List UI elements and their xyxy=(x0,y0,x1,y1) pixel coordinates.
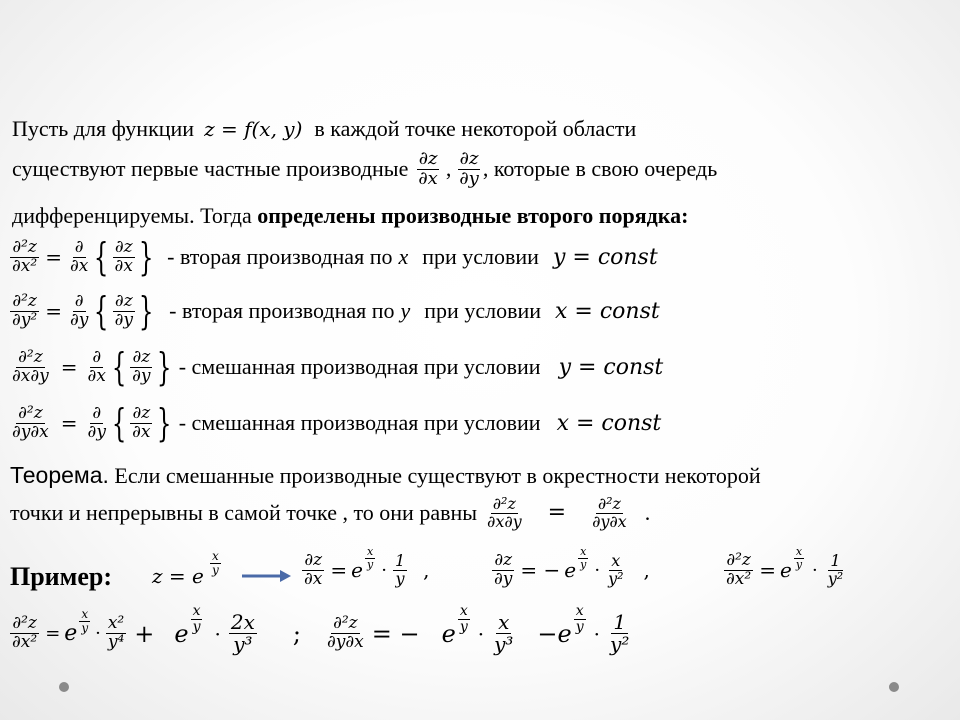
arrow-right-icon xyxy=(240,568,292,584)
exponent-x-over-y: x y xyxy=(212,549,219,577)
d2z-dydx: $\frac{\text{∂²z}}{\partial y\partial x}$ xyxy=(12,402,49,442)
derivative-row-xy: $\frac{\text{∂²z}}{\partial x\partial y}$ = ∂ ∂x { ∂z ∂y } - смешанная производная при условии y = const xyxy=(12,345,664,389)
intro-text: , которые в свою очередь xyxy=(482,156,718,182)
example-second-derivatives: $\frac{\text{∂²z}}{\text{∂x²}}$ = e x y · x² y⁴ + e x y · 2x y³ ; $\frac{\text{∂²z}}{\partial y\partial x}$ = − e x y · x y³ − e x y · 1 y² xyxy=(12,603,630,656)
slide-corner-dot xyxy=(889,682,899,692)
condition: x = const xyxy=(556,410,662,436)
slide-corner-dot xyxy=(59,682,69,692)
example-function: z = e xyxy=(152,564,204,588)
mixed-yx: $\frac{\text{∂²z}}{\partial y\partial x}$ xyxy=(592,494,627,531)
function-formula: z = f(x, y) xyxy=(204,117,303,141)
d2z-dx2: $\frac{\text{∂²z}}{\text{∂x²}}$ xyxy=(12,236,38,276)
d2z-dxdy: $\frac{\text{∂²z}}{\partial x\partial y}$ xyxy=(12,346,49,386)
example-d2z-dx2-short: $\frac{\text{∂²z}}{\text{∂x²}}$ = e x y · 1 y² xyxy=(726,545,844,589)
intro-line-2: существуют первые частные производные ∂z ∂x , ∂z ∂y , которые в свою очередь xyxy=(12,148,718,189)
derivative-row-yx: $\frac{\text{∂²z}}{\partial y\partial x}$ = ∂ ∂y { ∂z ∂x } - смешанная производная при условии x = const xyxy=(12,401,662,445)
partial-dz-dy: ∂z ∂y xyxy=(459,148,479,189)
example-label: Пример: xyxy=(10,562,113,591)
intro-text: дифференцируемы. Тогда xyxy=(12,203,252,228)
intro-bold-text: определены производные второго порядка: xyxy=(257,203,689,228)
derivative-row-yy: $\frac{\text{∂²z}}{\text{∂y²}}$ = ∂ ∂y { ∂z ∂y } - вторая производная по y при условии x = const xyxy=(12,289,660,333)
d2z-dy2: $\frac{\text{∂²z}}{\text{∂y²}}$ xyxy=(12,290,38,330)
theorem-label: Теорема. xyxy=(10,462,109,488)
intro-text: существуют первые частные производные xyxy=(12,156,409,182)
intro-text: в каждой точке некоторой области xyxy=(314,116,637,141)
derivative-row-xx: $\frac{\text{∂²z}}{\text{∂x²}}$ = ∂ ∂x { ∂z ∂x } - вторая производная по x при условии y = const xyxy=(12,235,658,279)
condition: y = const xyxy=(558,354,664,380)
mixed-xy: $\frac{\text{∂²z}}{\partial x\partial y}$ xyxy=(487,494,522,531)
condition: x = const xyxy=(555,298,660,324)
intro-line-1 xyxy=(12,116,636,142)
example-row xyxy=(10,545,950,608)
partial-dz-dx: ∂z ∂x xyxy=(418,148,438,189)
theorem-line-1: Теорема. Если смешанные производные существуют в окрестности некоторой xyxy=(10,462,761,488)
example-dz-dx: $\frac{\partial z}{\partial x}$ = e x y · 1 y , xyxy=(304,545,430,589)
theorem-line-2: точки и непрерывны в самой точке , то они равны $\frac{\text{∂²z}}{\partial x\partial y}$ = $\frac{\text{∂²z}}{\partial y\partial x}$ . xyxy=(10,494,651,531)
example-dz-dy: $\frac{\partial z}{\partial y}$ = − e x y · x y² , xyxy=(494,545,650,589)
condition: y = const xyxy=(552,244,658,270)
intro-line-3 xyxy=(12,203,688,229)
intro-text: Пусть для функции xyxy=(12,116,195,141)
